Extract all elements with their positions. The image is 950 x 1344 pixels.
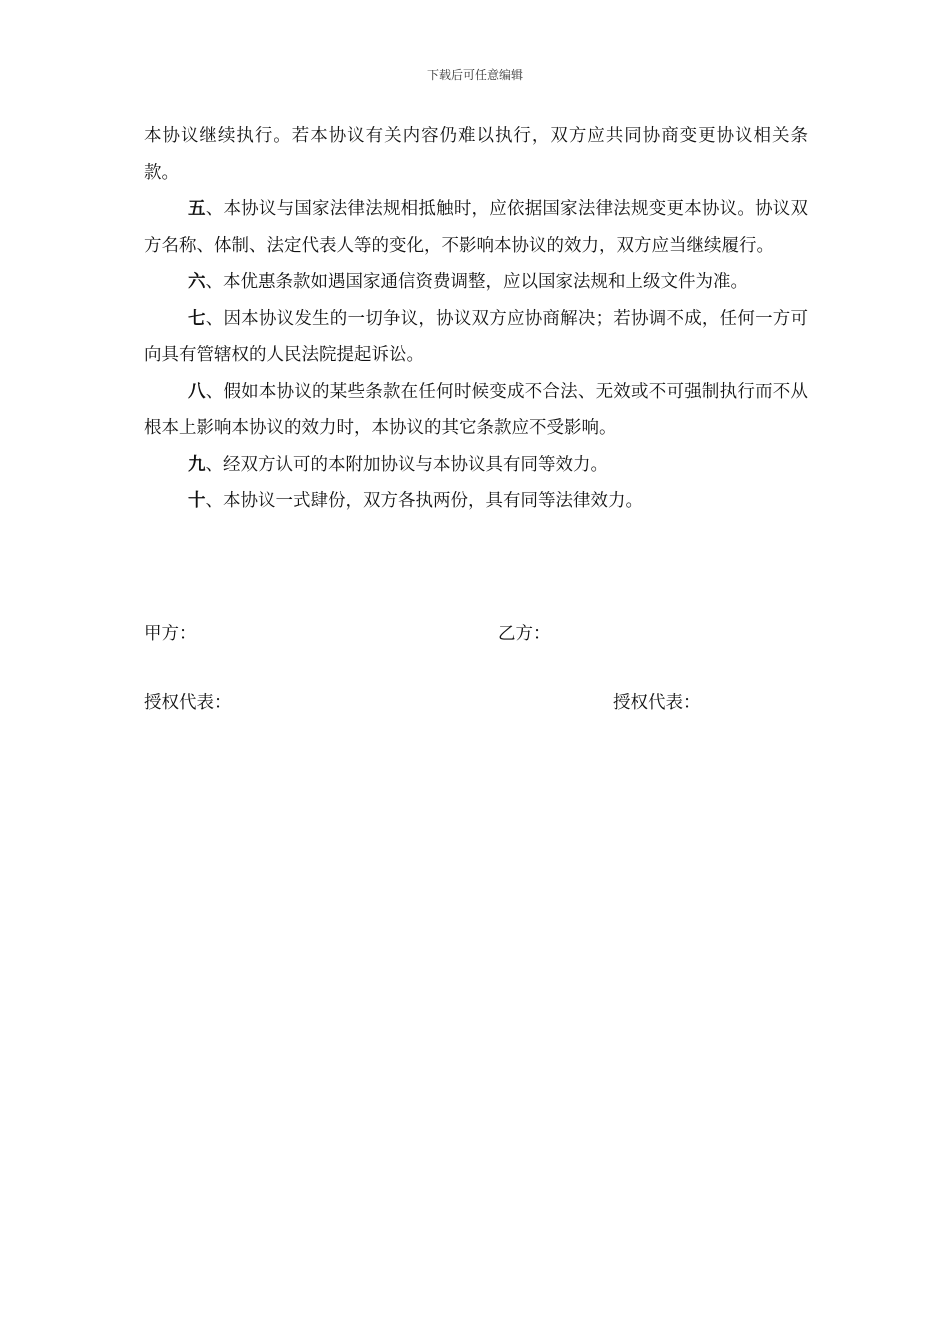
- clause-5: [144, 191, 808, 264]
- clause-10: [144, 483, 808, 520]
- clause-6: [144, 264, 808, 301]
- clause-text: 、本优惠条款如遇国家通信资费调整，应以国家法规和上级文件为准。: [205, 272, 748, 292]
- party-a-label: 甲方：: [144, 624, 197, 644]
- party-a-representative-label: 授权代表：: [144, 693, 232, 713]
- clause-number: 十: [188, 491, 206, 511]
- party-b-label: 乙方：: [498, 624, 551, 644]
- paragraph-text: 本协议继续执行。若本协议有关内容仍难以执行，双方应共同协商变更协议相关条款。: [144, 126, 808, 183]
- clause-8: [144, 374, 808, 447]
- clause-text: 、经双方认可的本附加协议与本协议具有同等效力。: [205, 454, 608, 475]
- clause-text: 、因本协议发生的一切争议，协议双方应协商解决；若协调不成，任何一方可向具有管辖权的人民法院提起诉讼。: [144, 308, 809, 365]
- clause-number: 八: [188, 381, 206, 402]
- page-header: 下载后可任意编辑: [426, 68, 523, 82]
- clause-text: 、本协议一式肆份，双方各执两份，具有同等法律效力。: [205, 491, 643, 511]
- clause-number: 七: [188, 308, 206, 329]
- clause-text: 、本协议与国家法律法规相抵触时，应依据国家法律法规变更本协议。协议双方名称、体制、法定代表人等的变化，不影响本协议的效力，双方应当继续履行。: [144, 199, 809, 256]
- clause-number: 五: [188, 199, 206, 219]
- clause-number: 九: [188, 454, 206, 475]
- clause-number: 六: [188, 272, 206, 292]
- paragraph-continuation: [144, 118, 808, 191]
- clause-text: 、假如本协议的某些条款在任何时候变成不合法、无效或不可强制执行而不从根本上影响本协议的效力时，本协议的其它条款应不受影响。: [144, 381, 809, 438]
- clause-7: [144, 301, 808, 374]
- party-b-representative-label: 授权代表：: [613, 693, 701, 713]
- clause-9: [144, 447, 808, 484]
- document-body: [144, 118, 808, 520]
